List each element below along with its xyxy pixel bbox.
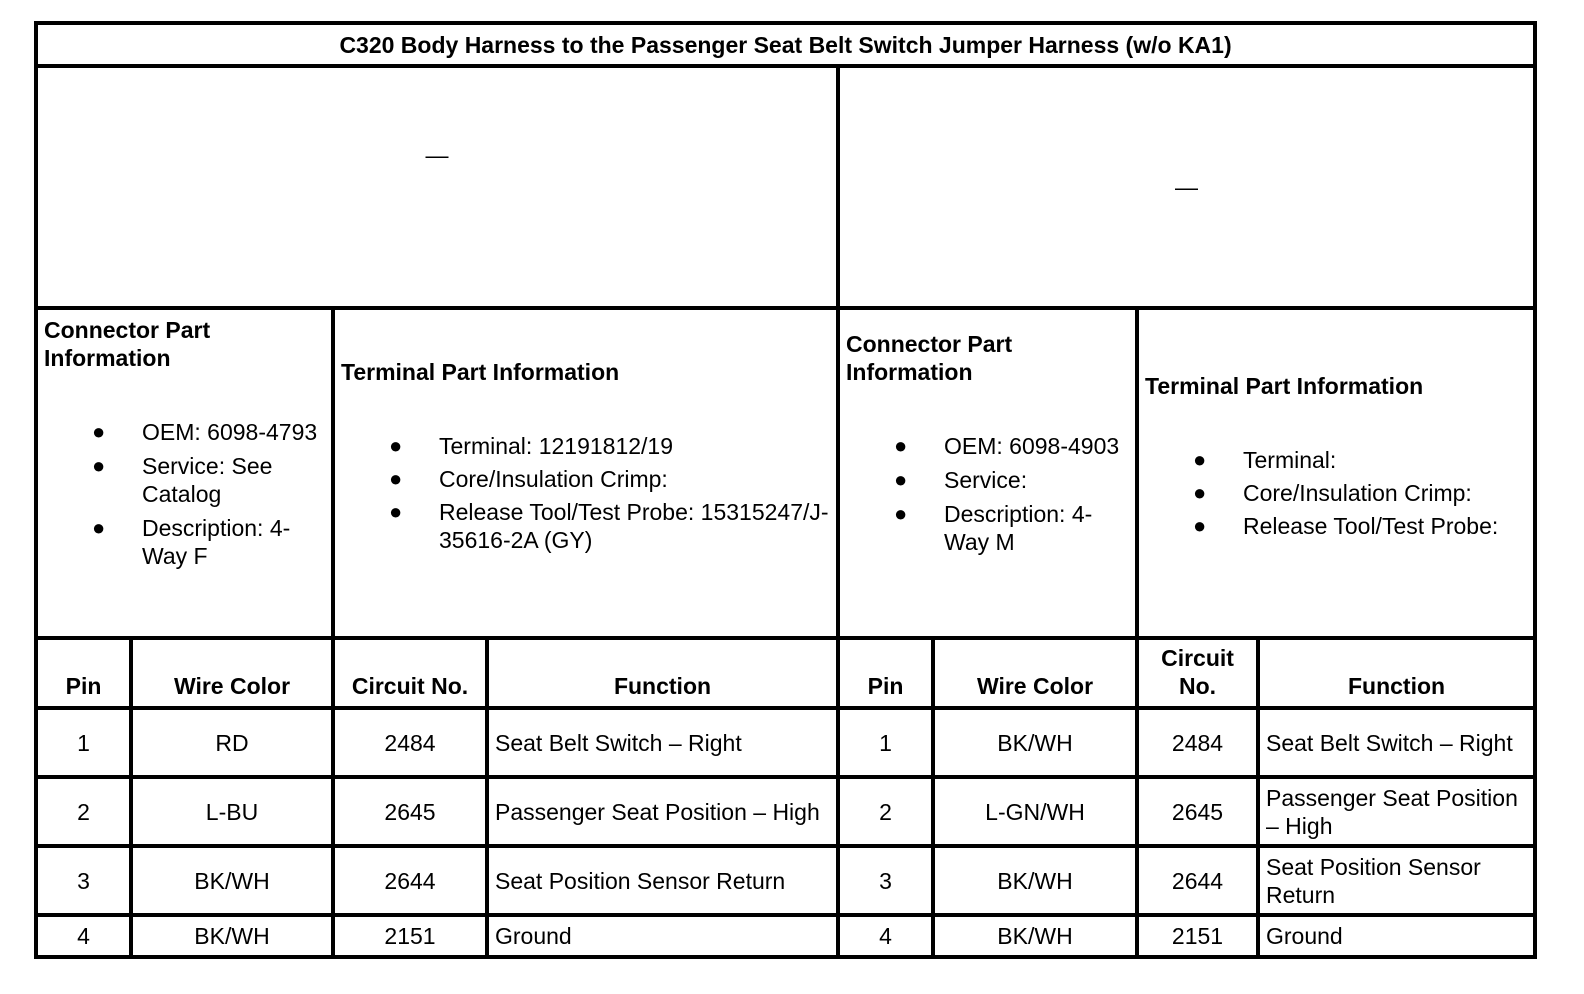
pin-cell: 4 (838, 915, 933, 957)
pin-cell: 3 (838, 846, 933, 915)
wire-color-cell: L-BU (131, 777, 333, 846)
header-function: Function (487, 638, 838, 708)
list-item: ● Release Tool/Test Probe: (1193, 513, 1499, 539)
right-terminal-list (1145, 446, 1527, 540)
left-connector-heading: Connector Part Information (44, 317, 211, 371)
header-pin: Pin (36, 638, 131, 708)
right-connector-info (838, 308, 1137, 638)
pin-cell: 4 (36, 915, 131, 957)
left-terminal-list (341, 432, 830, 554)
wire-color-cell: BK/WH (131, 915, 333, 957)
circuit-cell: 2645 (333, 777, 487, 846)
left-connector-image (36, 66, 838, 308)
circuit-cell: 2151 (333, 915, 487, 957)
header-pin: Pin (838, 638, 933, 708)
list-item: ● Core/Insulation Crimp: (1193, 480, 1472, 506)
wire-color-cell: RD (131, 708, 333, 777)
header-function: Function (1258, 638, 1535, 708)
list-item: ● Service: (894, 467, 1028, 493)
table-title: C320 Body Harness to the Passenger Seat Belt Switch Jumper Harness (w/o KA1) (36, 23, 1535, 66)
right-terminal-info (1137, 308, 1535, 638)
connector-table (34, 21, 1537, 959)
list-item: ● OEM: 6098-4903 (894, 433, 1120, 459)
header-wire-color: Wire Color (131, 638, 333, 708)
left-image-placeholder: — (425, 142, 449, 168)
table-row (36, 777, 1535, 846)
wire-color-cell: BK/WH (933, 915, 1137, 957)
circuit-cell: 2644 (333, 846, 487, 915)
table-row (36, 915, 1535, 957)
header-circuit-no: Circuit No. (333, 638, 487, 708)
circuit-cell: 2484 (333, 708, 487, 777)
pin-cell: 2 (838, 777, 933, 846)
circuit-cell: 2645 (1137, 777, 1258, 846)
wire-color-cell: BK/WH (933, 846, 1137, 915)
function-cell: Passenger Seat Position – High (487, 777, 838, 846)
function-cell: Ground (487, 915, 838, 957)
left-connector-info (36, 308, 333, 638)
list-item: ● Release Tool/Test Probe: 15315247/J-35616-2A (GY) (389, 499, 829, 553)
left-terminal-info (333, 308, 838, 638)
right-terminal-heading: Terminal Part Information (1145, 373, 1424, 399)
list-item: ● Service: See Catalog (92, 453, 273, 507)
wire-color-cell: L-GN/WH (933, 777, 1137, 846)
right-image-placeholder: — (1175, 174, 1199, 200)
header-circuit-no: Circuit No. (1137, 638, 1258, 708)
function-cell: Passenger Seat Position – High (1258, 777, 1535, 846)
list-item: ● Description: 4-Way F (92, 515, 291, 569)
table-row (36, 846, 1535, 915)
function-cell: Seat Belt Switch – Right (1258, 708, 1535, 777)
right-connector-image (838, 66, 1535, 308)
left-connector-list (44, 418, 325, 570)
function-cell: Seat Belt Switch – Right (487, 708, 838, 777)
circuit-cell: 2644 (1137, 846, 1258, 915)
list-item: ● Terminal: (1193, 447, 1337, 473)
wire-color-cell: BK/WH (933, 708, 1137, 777)
pin-cell: 2 (36, 777, 131, 846)
pin-cell: 3 (36, 846, 131, 915)
function-cell: Seat Position Sensor Return (1258, 846, 1535, 915)
list-item: ● OEM: 6098-4793 (92, 419, 318, 445)
left-terminal-heading: Terminal Part Information (341, 359, 620, 385)
function-cell: Seat Position Sensor Return (487, 846, 838, 915)
function-cell: Ground (1258, 915, 1535, 957)
pin-cell: 1 (36, 708, 131, 777)
list-item: ● Description: 4-Way M (894, 501, 1093, 555)
table-row (36, 708, 1535, 777)
header-wire-color: Wire Color (933, 638, 1137, 708)
right-connector-heading: Connector Part Information (846, 331, 1013, 385)
header-row (36, 638, 1535, 708)
right-connector-list (846, 432, 1129, 556)
circuit-cell: 2484 (1137, 708, 1258, 777)
pin-cell: 1 (838, 708, 933, 777)
circuit-cell: 2151 (1137, 915, 1258, 957)
wire-color-cell: BK/WH (131, 846, 333, 915)
list-item: ● Core/Insulation Crimp: (389, 466, 668, 492)
list-item: ● Terminal: 12191812/19 (389, 433, 673, 459)
